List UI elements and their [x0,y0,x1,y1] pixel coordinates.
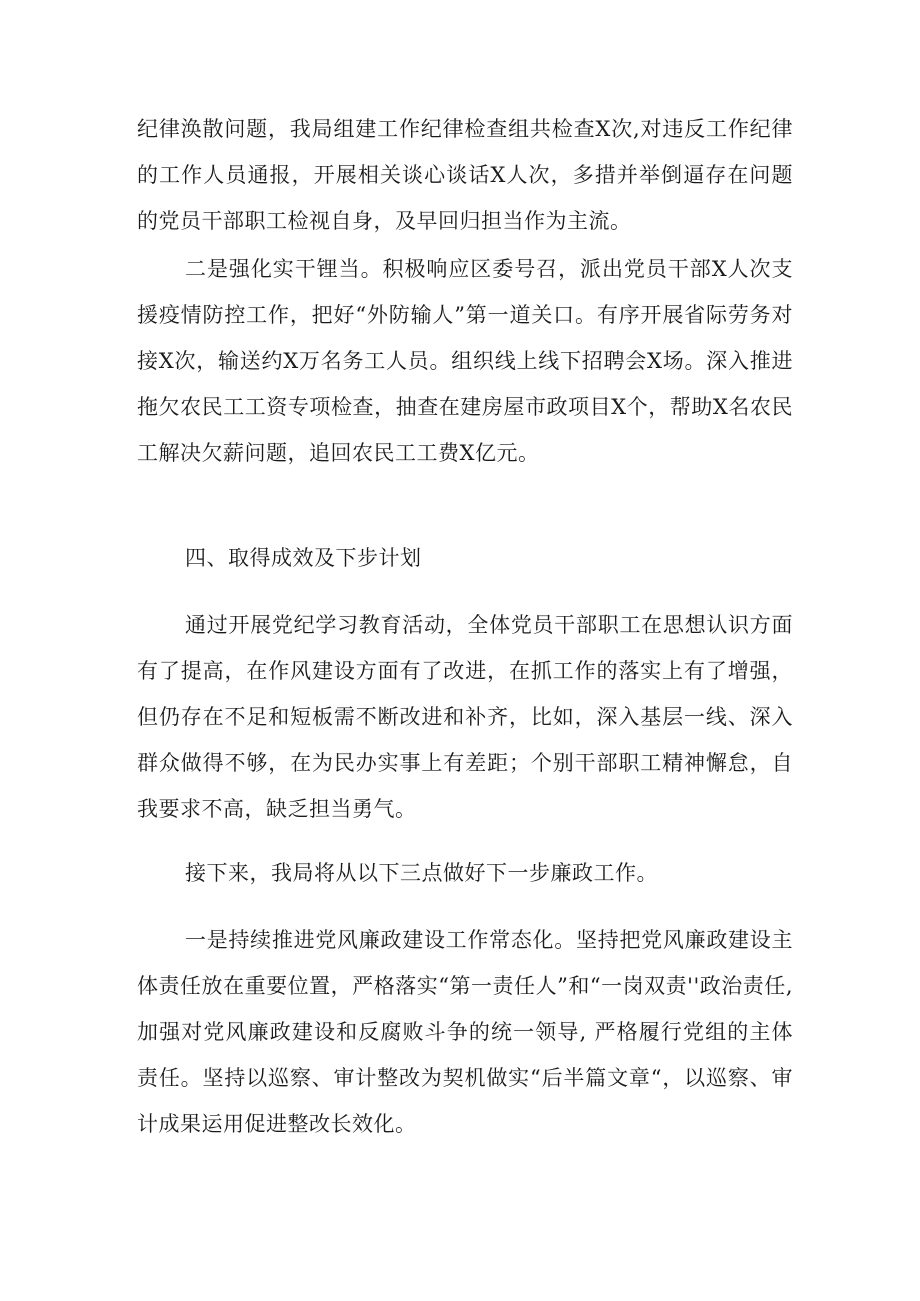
section-heading: 四、取得成效及下步计划 [185,546,422,570]
paragraph-next-steps-intro: 接下来，我局将从以下三点做好下一步廉政工作。 [185,861,658,885]
paragraph-strengthen-work: 二是强化实干锂当。积极响应区委号召，派出党员干部X人次支援疫情防控工作，把好“外防输人”第一道关口。有序开展省际劳务对接X次，输送约X万名务工人员。组织线上线下招聘会X场。深入推进拖欠农民工工资专项检查，抽查在建房屋市政项目X个，帮助X名农民工解决欠薪问题，追回农民工工费X亿元。 [137,257,793,465]
paragraph-discipline-inspection: 纪律涣散问题，我局组建工作纪律检查组共检查X次,对违反工作纪律的工作人员通报，开展相关谈心谈话X人次，多措并举倒逼存在问题的党员干部职工检视自身，及早回归担当作为主流。 [137,117,793,233]
paragraph-achievements: 通过开展党纪学习教育活动，全体党员干部职工在思想认识方面有了提高，在作风建设方面有了改进，在抓工作的落实上有了增强，但仍存在不足和短板需不断改进和补齐，比如，深入基层一线、深入群众做得不够，在为民办实事上有差距；个别干部职工精神懈怠，自我要求不高，缺乏担当勇气。 [137,613,793,821]
paragraph-anti-corruption: 一是持续推进党风廉政建设工作常态化。坚持把党风廉政建设主体责任放在重要位置，严格落实“第一责任人”和“一岗双责''政治责任, 加强对党风廉政建设和反腐败斗争的统一领导, 严格履行党组的主体责任。坚持以巡察、审计整改为契机做实“后半篇文章“，以巡察、审计成果运用促进整改长效化。 [137,928,793,1136]
